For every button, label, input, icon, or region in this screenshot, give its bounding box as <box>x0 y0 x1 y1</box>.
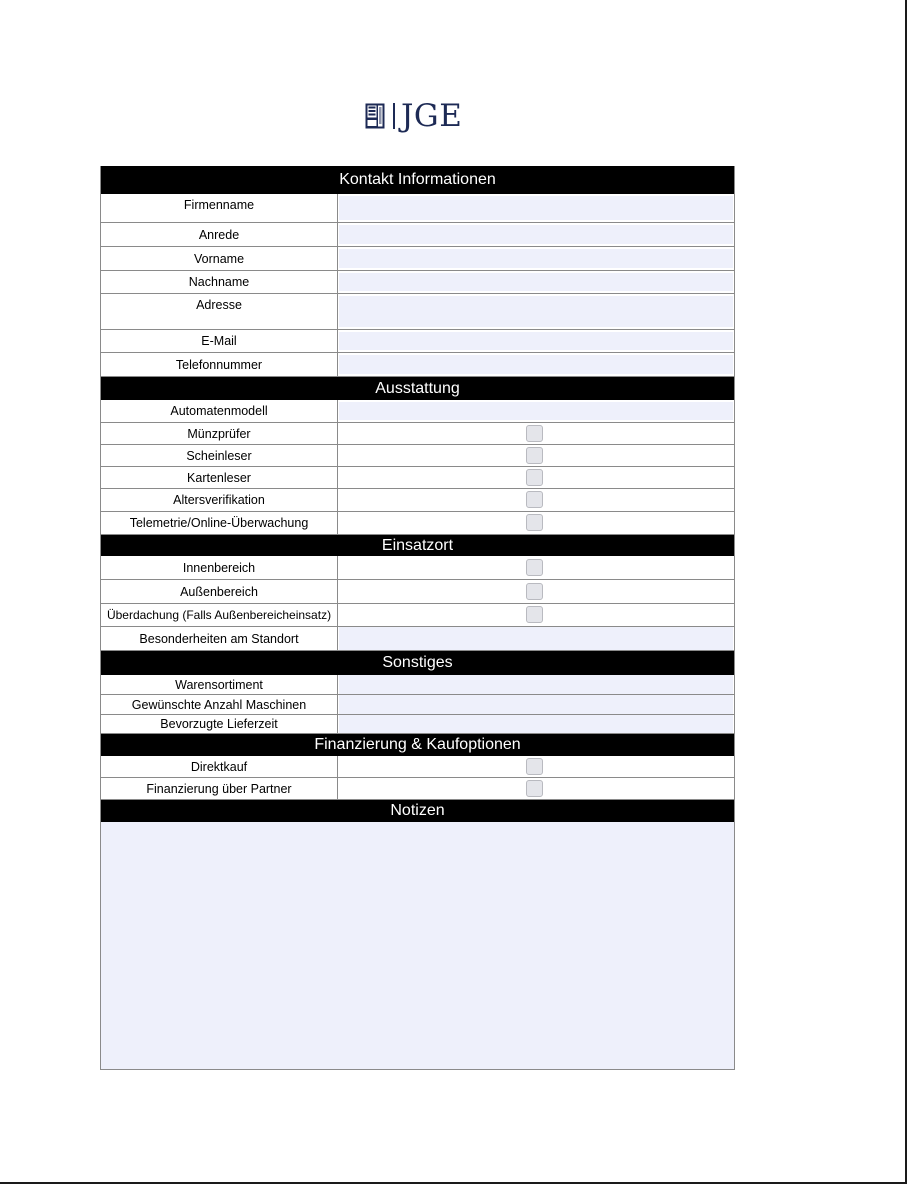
warensortiment-field[interactable] <box>338 675 734 694</box>
form-row-anzahl <box>101 695 734 715</box>
telemetrie-checkbox[interactable] <box>526 514 543 531</box>
checkbox-cell <box>338 756 734 777</box>
vending-machine-icon <box>365 103 385 129</box>
anrede-field[interactable] <box>338 223 734 246</box>
logo-text: JGE <box>401 98 463 134</box>
form-row-ueberdachung <box>101 604 734 627</box>
form-row-kartenleser <box>101 467 734 489</box>
form-row-telemetrie <box>101 512 734 535</box>
checkbox-cell <box>338 556 734 579</box>
checkbox-cell <box>338 423 734 444</box>
field-label: Scheinleser <box>101 445 338 466</box>
field-label: E-Mail <box>101 330 338 352</box>
checkbox-cell <box>338 467 734 488</box>
form-row-telefon <box>101 353 734 377</box>
anzahl-field[interactable] <box>338 695 734 714</box>
company-logo <box>365 100 462 132</box>
section-header-finanzierung: Finanzierung & Kaufoptionen <box>101 734 734 756</box>
checkbox-cell <box>338 604 734 626</box>
form-row-lieferzeit <box>101 715 734 734</box>
field-label: Innenbereich <box>101 556 338 579</box>
field-label: Automatenmodell <box>101 400 338 422</box>
field-label: Telefonnummer <box>101 353 338 376</box>
checkbox-cell <box>338 580 734 603</box>
form-row-muenzpruefer <box>101 423 734 445</box>
form-row-aussenbereich <box>101 580 734 604</box>
field-label: Überdachung (Falls Außenbereicheinsatz) <box>101 604 338 626</box>
partner-checkbox[interactable] <box>526 780 543 797</box>
field-label: Altersverifikation <box>101 489 338 511</box>
form-row-partner <box>101 778 734 800</box>
form-row-nachname <box>101 271 734 294</box>
besonderheiten-field[interactable] <box>338 627 734 650</box>
checkbox-cell <box>338 445 734 466</box>
form-row-email <box>101 330 734 353</box>
field-label: Finanzierung über Partner <box>101 778 338 799</box>
nachname-field[interactable] <box>338 271 734 293</box>
field-label: Direktkauf <box>101 756 338 777</box>
contact-form <box>100 166 735 1070</box>
field-label: Vorname <box>101 247 338 270</box>
form-row-automatenmodell <box>101 400 734 423</box>
lieferzeit-field[interactable] <box>338 715 734 733</box>
firmenname-field[interactable] <box>338 194 734 222</box>
checkbox-cell <box>338 512 734 534</box>
field-label: Münzprüfer <box>101 423 338 444</box>
form-row-warensortiment <box>101 675 734 695</box>
ueberdachung-checkbox[interactable] <box>526 606 543 623</box>
form-row-innenbereich <box>101 556 734 580</box>
automatenmodell-field[interactable] <box>338 400 734 422</box>
field-label: Außenbereich <box>101 580 338 603</box>
muenzpruefer-checkbox[interactable] <box>526 425 543 442</box>
logo-divider <box>393 103 395 129</box>
field-label: Warensortiment <box>101 675 338 694</box>
direktkauf-checkbox[interactable] <box>526 758 543 775</box>
field-label: Adresse <box>101 294 338 329</box>
form-row-firmenname <box>101 194 734 223</box>
field-label: Nachname <box>101 271 338 293</box>
field-label: Bevorzugte Lieferzeit <box>101 715 338 733</box>
telefon-field[interactable] <box>338 353 734 376</box>
form-row-direktkauf <box>101 756 734 778</box>
email-field[interactable] <box>338 330 734 352</box>
adresse-field[interactable] <box>338 294 734 329</box>
form-row-scheinleser <box>101 445 734 467</box>
checkbox-cell <box>338 778 734 799</box>
notes-textarea[interactable] <box>101 822 734 1070</box>
section-header-notizen: Notizen <box>101 800 734 822</box>
aussenbereich-checkbox[interactable] <box>526 583 543 600</box>
section-header-einsatzort: Einsatzort <box>101 535 734 556</box>
vorname-field[interactable] <box>338 247 734 270</box>
field-label: Telemetrie/Online-Überwachung <box>101 512 338 534</box>
section-header-ausstattung: Ausstattung <box>101 377 734 400</box>
page-edge <box>905 0 907 1184</box>
form-row-besonderheiten <box>101 627 734 651</box>
field-label: Firmenname <box>101 194 338 222</box>
form-row-vorname <box>101 247 734 271</box>
checkbox-cell <box>338 489 734 511</box>
field-label: Besonderheiten am Standort <box>101 627 338 650</box>
altersverifikation-checkbox[interactable] <box>526 491 543 508</box>
kartenleser-checkbox[interactable] <box>526 469 543 486</box>
form-row-adresse <box>101 294 734 330</box>
field-label: Kartenleser <box>101 467 338 488</box>
field-label: Gewünschte Anzahl Maschinen <box>101 695 338 714</box>
innenbereich-checkbox[interactable] <box>526 559 543 576</box>
field-label: Anrede <box>101 223 338 246</box>
form-row-altersverifikation <box>101 489 734 512</box>
scheinleser-checkbox[interactable] <box>526 447 543 464</box>
section-header-sonstiges: Sonstiges <box>101 651 734 675</box>
form-row-anrede <box>101 223 734 247</box>
section-header-kontakt: Kontakt Informationen <box>101 166 734 194</box>
